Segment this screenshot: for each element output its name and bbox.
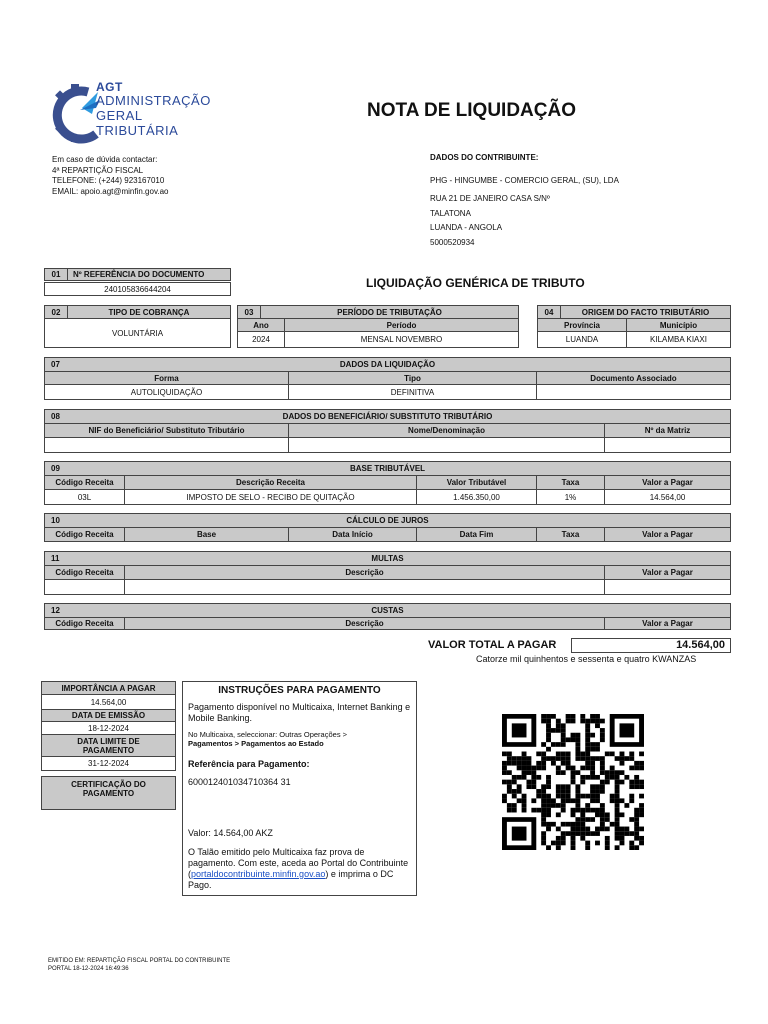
origem-provincia: LUANDA (537, 331, 627, 348)
base-taxa: 1% (536, 489, 605, 505)
qr-code-icon (502, 714, 644, 850)
contribuinte-name: PHG - HINGUMBE - COMERCIO GERAL, (SU), LDA (430, 175, 619, 185)
contribuinte-block (430, 153, 619, 248)
section-number-10: 10 (44, 513, 731, 528)
logo-agt: AGT (96, 80, 123, 94)
juros-label: CÁLCULO DE JUROS (346, 516, 429, 525)
footer-line2: PORTAL 18-12-2024 16:49:36 (48, 965, 129, 972)
base-col-valor: Valor Tributável (416, 475, 537, 490)
referencia-label: Nº REFERÊNCIA DO DOCUMENTO (67, 268, 231, 281)
footer (48, 958, 230, 973)
section-number-11: 11 (44, 551, 731, 566)
subtitle: LIQUIDAÇÃO GENÉRICA DE TRIBUTO (366, 276, 585, 290)
contribuinte-heading: DADOS DO CONTRIBUINTE: (430, 153, 539, 162)
total-extenso: Catorze mil quinhentos e sessenta e quatro KWANZAS (476, 654, 697, 664)
beneficiario-matriz (604, 437, 731, 453)
liquidacao-doc (536, 384, 731, 400)
section-number-01: 01 (44, 268, 68, 281)
referencia-value: 240105836644204 (44, 282, 231, 296)
beneficiario-col-nif: NIF do Beneficiário/ Substituto Tributário (44, 423, 289, 438)
section-number-07: 07 (44, 357, 731, 372)
liquidacao-forma: AUTOLIQUIDAÇÃO (44, 384, 289, 400)
periodo-col-periodo: Período (284, 318, 519, 332)
cobranca-value: VOLUNTÁRIA (44, 318, 231, 348)
contribuinte-address3: LUANDA - ANGOLA (430, 223, 503, 232)
juros-col-codigo: Código Receita (44, 527, 125, 542)
contact-email: EMAIL: apoio.agt@minfin.gov.ao (52, 186, 169, 196)
instructions-panel (182, 681, 417, 896)
multas-col-pagar: Valor a Pagar (604, 565, 731, 580)
multas-row-pagar (604, 579, 731, 595)
contribuinte-address2: TALATONA (430, 208, 471, 218)
instructions-ref: 600012401034710364 31 (188, 777, 291, 787)
section-number-02: 02 (44, 305, 68, 319)
multas-row-codigo (44, 579, 125, 595)
liquidacao-col-doc: Documento Associado (536, 371, 731, 385)
origem-col-municipio: Município (626, 318, 731, 332)
footer-line1: EMITIDO EM: REPARTIÇÃO FISCAL PORTAL DO CONTRIBUINTE (48, 958, 231, 964)
portal-link[interactable]: portaldocontribuinte.minfin.gov.ao (191, 869, 326, 879)
juros-col-inicio: Data Início (288, 527, 417, 542)
instructions-title: INSTRUÇÕES PARA PAGAMENTO (218, 685, 381, 696)
custas-col-desc: Descrição (124, 617, 605, 630)
multas-col-codigo: Código Receita (44, 565, 125, 580)
base-codigo: 03L (44, 489, 125, 505)
total-value: 14.564,00 (571, 638, 731, 653)
beneficiario-col-nome: Nome/Denominação (288, 423, 605, 438)
gear-logo-icon (52, 78, 100, 144)
instructions-p3a: O Talão emitido pelo Multicaixa faz prova de pagamento. Com este, aceda ao Portal do Contribuinte ( (188, 847, 409, 879)
periodo-value: MENSAL NOVEMBRO (284, 331, 519, 348)
liquidacao-col-tipo: Tipo (288, 371, 537, 385)
contact-heading: Em caso de dúvida contactar: (52, 155, 158, 164)
periodo-ano: 2024 (237, 331, 285, 348)
base-col-desc: Descrição Receita (124, 475, 417, 490)
custas-col-codigo: Código Receita (44, 617, 125, 630)
liquidacao-col-forma: Forma (44, 371, 289, 385)
section-number-08: 08 (44, 409, 731, 424)
base-col-pagar: Valor a Pagar (604, 475, 731, 490)
juros-col-taxa: Taxa (536, 527, 605, 542)
periodo-col-ano: Ano (237, 318, 285, 332)
base-col-taxa: Taxa (536, 475, 605, 490)
section-number-12: 12 (44, 603, 731, 618)
instructions-p3 (188, 847, 413, 891)
liquidacao-tipo: DEFINITIVA (288, 384, 537, 400)
importancia-label: IMPORTÂNCIA A PAGAR (41, 681, 176, 695)
origem-col-provincia: Província (537, 318, 627, 332)
limite-value: 31-12-2024 (41, 756, 176, 771)
base-desc: IMPOSTO DE SELO - RECIBO DE QUITAÇÃO (124, 489, 417, 505)
custas-col-pagar: Valor a Pagar (604, 617, 731, 630)
origem-label: ORIGEM DO FACTO TRIBUTÁRIO (560, 305, 731, 319)
beneficiario-col-matriz: Nº da Matriz (604, 423, 731, 438)
base-valor: 1.456.350,00 (416, 489, 537, 505)
instructions-ref-label: Referência para Pagamento: (188, 759, 310, 769)
contact-phone: TELEFONE: (+244) 923167010 (52, 176, 165, 185)
importancia-value: 14.564,00 (41, 694, 176, 710)
contact-office: 4ª REPARTIÇÃO FISCAL (52, 165, 144, 175)
instructions-p3b: ) e imprima o DC Pago. (188, 869, 394, 890)
instructions-p2b: Pagamentos > Pagamentos ao Estado (188, 739, 324, 748)
contribuinte-address1: RUA 21 DE JANEIRO CASA S/Nº (430, 194, 550, 203)
section-number-03: 03 (237, 305, 261, 319)
liquidacao-label: DADOS DA LIQUIDAÇÃO (339, 360, 436, 369)
juros-col-base: Base (124, 527, 289, 542)
emissao-value: 18-12-2024 (41, 721, 176, 735)
section-number-04: 04 (537, 305, 561, 319)
base-label: BASE TRIBUTÁVEL (349, 464, 426, 473)
beneficiario-nif (44, 437, 289, 453)
juros-col-pagar: Valor a Pagar (604, 527, 731, 542)
multas-col-desc: Descrição (124, 565, 605, 580)
qr-code (502, 714, 644, 850)
periodo-label: PERÍODO DE TRIBUTAÇÃO (260, 305, 519, 319)
base-pagar: 14.564,00 (604, 489, 731, 505)
instructions-p1: Pagamento disponível no Multicaixa, Internet Banking e Mobile Banking. (188, 702, 411, 723)
agt-logo (52, 78, 217, 144)
contact-block (52, 155, 168, 197)
instructions-valor: Valor: 14.564,00 AKZ (188, 828, 273, 838)
total-label: VALOR TOTAL A PAGAR (428, 639, 557, 651)
page-title: NOTA DE LIQUIDAÇÃO (367, 100, 576, 121)
limite-label: DATA LIMITE DE PAGAMENTO (41, 734, 176, 757)
origem-municipio: KILAMBA KIAXI (626, 331, 731, 348)
juros-col-fim: Data Fim (416, 527, 537, 542)
logo-line3: TRIBUTÁRIA (96, 123, 179, 138)
certificacao-label: CERTIFICAÇÃO DO PAGAMENTO (41, 776, 176, 810)
logo-line2: GERAL (96, 108, 143, 123)
custas-label: CUSTAS (371, 606, 404, 615)
cobranca-label: TIPO DE COBRANÇA (67, 305, 231, 319)
multas-row-desc (124, 579, 605, 595)
multas-label: MULTAS (371, 554, 404, 563)
instructions-p2a: No Multicaixa, seleccionar: Outras Operações > (188, 730, 348, 739)
contribuinte-nif: 5000520934 (430, 237, 475, 247)
logo-line1: ADMINISTRAÇÃO (96, 93, 211, 108)
emissao-label: DATA DE EMISSÃO (41, 709, 176, 722)
base-col-codigo: Código Receita (44, 475, 125, 490)
beneficiario-nome (288, 437, 605, 453)
beneficiario-label: DADOS DO BENEFICIÁRIO/ SUBSTITUTO TRIBUTÁRIO (282, 412, 493, 421)
section-number-09: 09 (44, 461, 731, 476)
